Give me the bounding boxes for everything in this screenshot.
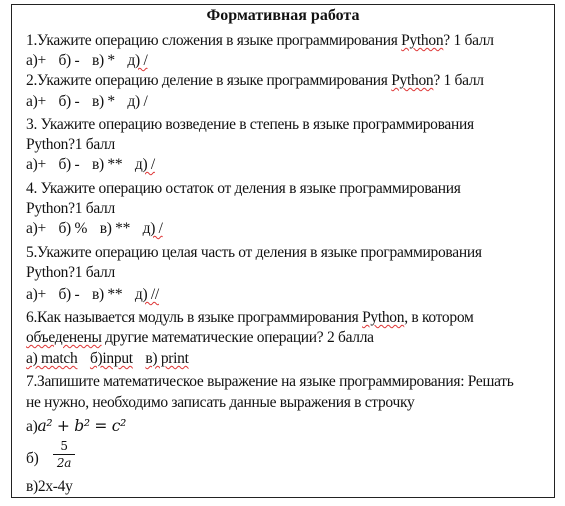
- fraction: 5 2a: [53, 439, 75, 470]
- option: б) %: [58, 220, 88, 237]
- option: б)input: [89, 350, 133, 367]
- option: а)+: [26, 156, 46, 173]
- question-5-options: [26, 285, 168, 304]
- option: в) **: [99, 220, 131, 237]
- question-3-text-cont: Python?1 балл: [26, 136, 115, 153]
- option: а)+: [26, 52, 46, 69]
- question-4-options: [26, 219, 172, 238]
- fraction-bar: [53, 454, 75, 455]
- page-title: Формативная работа: [206, 7, 360, 24]
- question-1-text: 1.Укажите операцию сложения в языке программирования Python? 1 балл: [26, 32, 494, 49]
- question-4-text-cont: Python?1 балл: [26, 200, 115, 217]
- expression-a: а)a² + b² = c²: [26, 417, 127, 435]
- option: б) -: [58, 93, 80, 110]
- question-5-text-cont: Python?1 балл: [26, 264, 115, 281]
- worksheet: [11, 4, 555, 498]
- option: б) -: [58, 52, 80, 69]
- question-2-text: 2.Укажите операцию деление в языке программирования Python? 1 балл: [26, 72, 484, 89]
- math-formula: a² + b² = c²: [37, 417, 127, 435]
- option: д) /: [127, 52, 148, 69]
- option: в) *: [91, 93, 115, 110]
- question-7-text: 7.Запишите математическое выражение на языке программирования: Решать: [26, 373, 514, 390]
- question-1-options: [26, 51, 156, 70]
- question-6-text-cont: объеденены другие математические операции? 2 балла: [26, 329, 374, 346]
- question-4-text: 4. Укажите операцию остаток от деления в языке программирования: [26, 180, 461, 197]
- question-3-text: 3. Укажите операцию возведение в степень в языке программирования: [26, 116, 474, 133]
- option: д) /: [134, 156, 155, 173]
- option: а) match: [26, 350, 78, 367]
- option: б) -: [58, 156, 80, 173]
- option: в) **: [91, 156, 123, 173]
- option: д) /: [142, 220, 163, 237]
- option: в) print: [145, 350, 189, 367]
- question-6-text: 6.Как называется модуль в языке программирования Python, в котором: [26, 309, 474, 326]
- expression-b: б) 5 2a: [26, 439, 86, 475]
- option: б) -: [58, 286, 80, 303]
- option: в) *: [91, 52, 115, 69]
- option: в) **: [91, 286, 123, 303]
- question-5-text: 5.Укажите операцию целая часть от деления в языке программирования: [26, 244, 482, 261]
- option: а)+: [26, 220, 46, 237]
- option: д) /: [127, 93, 148, 110]
- option: д) //: [134, 286, 159, 303]
- question-3-options: [26, 155, 164, 174]
- expression-c: в)2x-4y: [26, 478, 73, 495]
- question-7-text-cont: не нужно, необходимо записать данные выражения в строчку: [26, 394, 415, 411]
- option: а)+: [26, 286, 46, 303]
- option: а)+: [26, 93, 46, 110]
- question-6-options: [26, 349, 198, 368]
- question-2-options: [26, 92, 156, 111]
